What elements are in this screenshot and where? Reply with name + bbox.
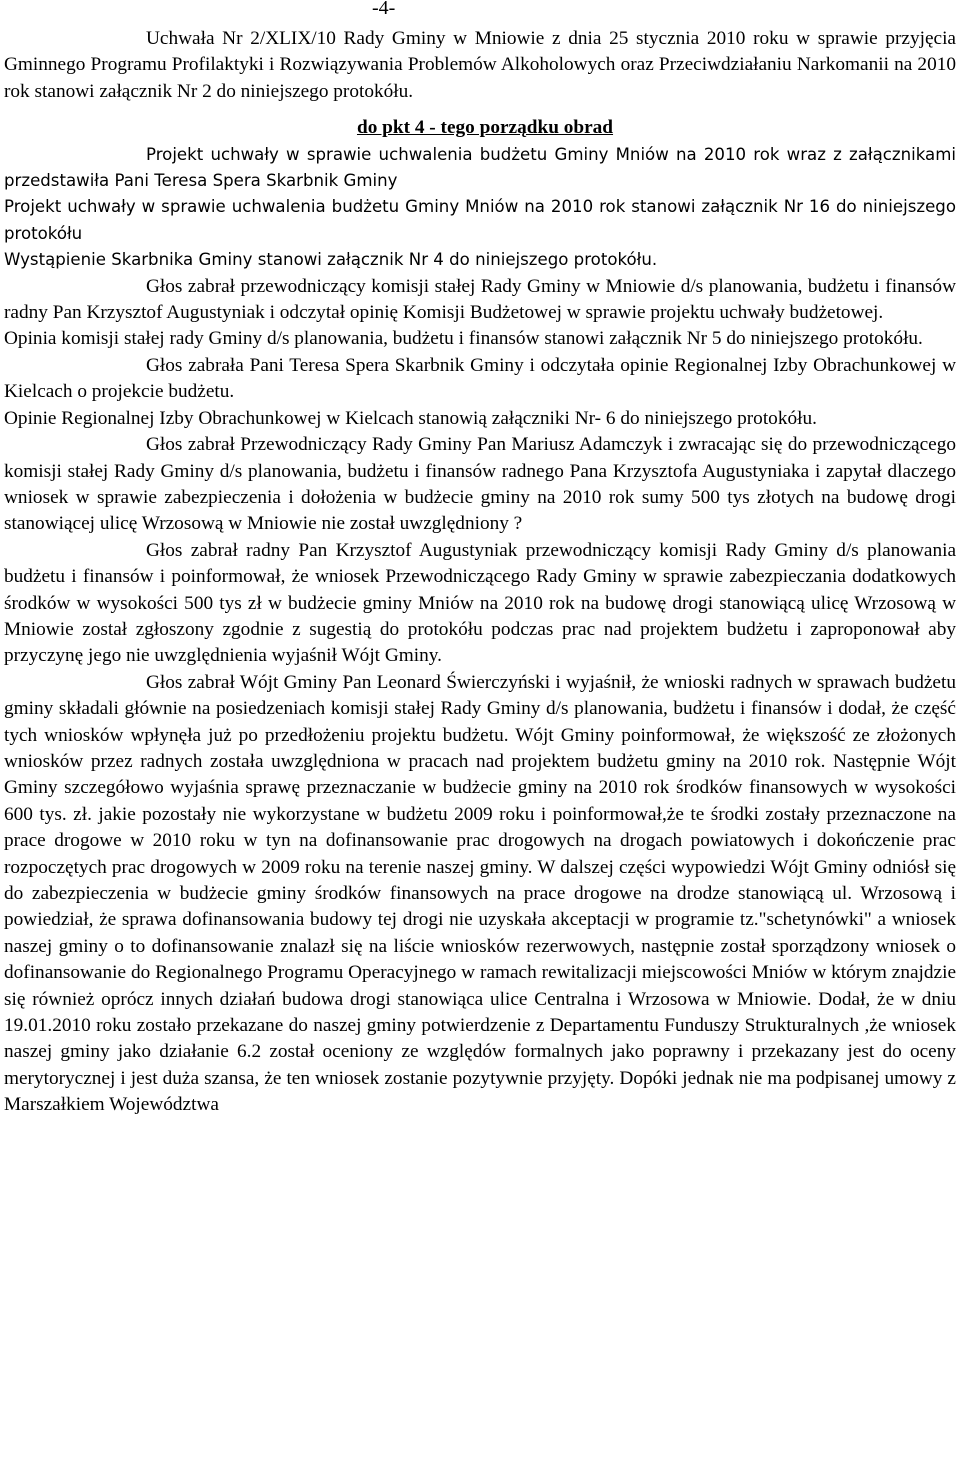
paragraph-rio-opinion-read: Głos zabrała Pani Teresa Spera Skarbnik Gminy i odczytała opinie Regionalnej Izby Obrachunkowej w Kielcach o projekcie budżetu. — [4, 354, 956, 403]
paragraph-budget-draft: Projekt uchwały w sprawie uchwalenia budżetu Gminy Mniów na 2010 rok wraz z załącznikami przedstawiła Pani Teresa Spera Skarbnik Gminy — [4, 144, 956, 191]
paragraph-resolution: Uchwała Nr 2/XLIX/10 Rady Gminy w Mniowie z dnia 25 stycznia 2010 roku w sprawie przyjęcia Gminnego Programu Profilaktyki i Rozwiązywania Problemów Alkoholowych oraz Przeciwdziałaniu Narkomanii na 2010 rok stanowi załącznik Nr 2 do niniejszego protokółu. — [4, 28, 956, 102]
paragraph-attachment-16: Projekt uchwały w sprawie uchwalenia budżetu Gminy Mniów na 2010 rok stanowi załącznik Nr 16 do niniejszego protokółu — [4, 197, 956, 243]
paragraph-committee-opinion: Opinia komisji stałej rady Gminy d/s planowania, budżetu i finansów stanowi załącznik Nr 5 do niniejszego protokółu. — [4, 328, 923, 350]
paragraph-treasurer-speech: Wystąpienie Skarbnika Gminy stanowi załącznik Nr 4 do niniejszego protokółu. — [4, 250, 658, 270]
paragraph-rio-attachments: Opinie Regionalnej Izby Obrachunkowej w Kielcach stanowią załączniki Nr- 6 do niniejszego protokółu. — [4, 407, 817, 429]
section-heading: do pkt 4 - tego porządku obrad — [356, 117, 614, 139]
paragraph-chairman-question: Głos zabrał Przewodniczący Rady Gminy Pan Mariusz Adamczyk i zwracając się do przewodniczącego komisji stałej Rady Gminy d/s planowania, budżetu i finansów radnego Pana Krzysztofa Augustyniaka i zapytał dlaczego wniosek w sprawie zabezpieczenia i dołożenia w budżecie gminy na 2010 rok sumy 500 tys złotych na budowę drogi stanowiącej ulicę Wrzosową w Mniowie nie został uwzględniony ? — [4, 434, 956, 535]
paragraph-mayor-explanation: Głos zabrał Wójt Gminy Pan Leonard Świerczyński i wyjaśnił, że wnioski radnych w sprawach budżetu gminy składali głównie na posiedzeniach komisji stałej Rady Gminy d/s planowania, budżetu i finansów i dodał, że część tych wniosków wpłynęła już po przedłożeniu projektu budżetu. Wójt Gminy poinformował, że większość ze złożonych wniosków przez radnych została uwzględniona w pracach nad projektem budżetu gminy na 2010 rok. Następnie Wójt Gminy szczegółowo wyjaśnia sprawę przeznaczanie w budżecie gminy na 2010 rok środków finansowych w wysokości 600 tys. zł. jakie pozostały nie wykorzystane w budżetu 2009 roku i poinformował,że te środki zostały przeznaczone na prace drogowe w 2010 roku w tyn na dofinansowanie prac drogowych na drogach powiatowych i dokończenie prac rozpoczętych prac drogowych w 2009 roku na terenie naszej gminy. W dalszej części wypowiedzi Wójt Gminy odniósł się do zabezpieczenia w budżecie gminy środków finansowych na prace drogowe na drodze stanowiącą ul. Wrzosową i powiedział, że sprawa dofinansowania budowy tej drogi nie uzyskała akceptacji w programie tz."schetynówki" a wniosek naszej gminy o to dofinansowanie znalazł się na liście wniosków rezerwowych, następnie został sporządzony wniosek o dofinansowanie do Regionalnego Programu Operacyjnego w ramach rewitalizacji miejscowości Mniów w którym znajdzie się również oprócz innych działań budowa drogi stanowiąca ulice Centralna i Wrzosowa w Mniowie. Dodał, że w dniu 19.01.2010 roku zostało przekazane do naszej gminy potwierdzenie z Departamentu Funduszy Strukturalnych ,że wniosek naszej gminy jako działanie 6.2 został oceniony ze względów formalnych jako poprawny i przekazany jest do oceny merytorycznej i jest duża szansa, że ten wniosek zostanie pozytywnie przyjęty. Dopóki jednak nie ma podpisanej umowy z Marszałkiem Województwa — [4, 671, 956, 1116]
page-content — [4, 26, 956, 1119]
paragraph-committee-chair: Głos zabrał przewodniczący komisji stałej Rady Gminy w Mniowie d/s planowania, budżetu i finansów radny Pan Krzysztof Augustyniak i odczytał opinię Komisji Budżetowej w sprawie projektu uchwały budżetowej. — [4, 275, 956, 324]
page-number: -4- — [372, 0, 396, 19]
paragraph-augustyniak-reply: Głos zabrał radny Pan Krzysztof Augustyniak przewodniczący komisji Rady Gminy d/s planowania budżetu i finansów i poinformował, że wniosek Przewodniczącego Rady Gminy w sprawie zabezpieczania dodatkowych środków w wysokości 500 tys zł w budżecie gminy Mniów na 2010 rok na budowę drogi stanowiącą ulicę Wrzosową w Mniowie został zgłoszony zgodnie z sugestią do protokółu podczas prac nad projektem budżetu i zaproponował aby przyczynę jego nie uwzględnienia wyjaśnił Wójt Gminy. — [4, 539, 956, 667]
